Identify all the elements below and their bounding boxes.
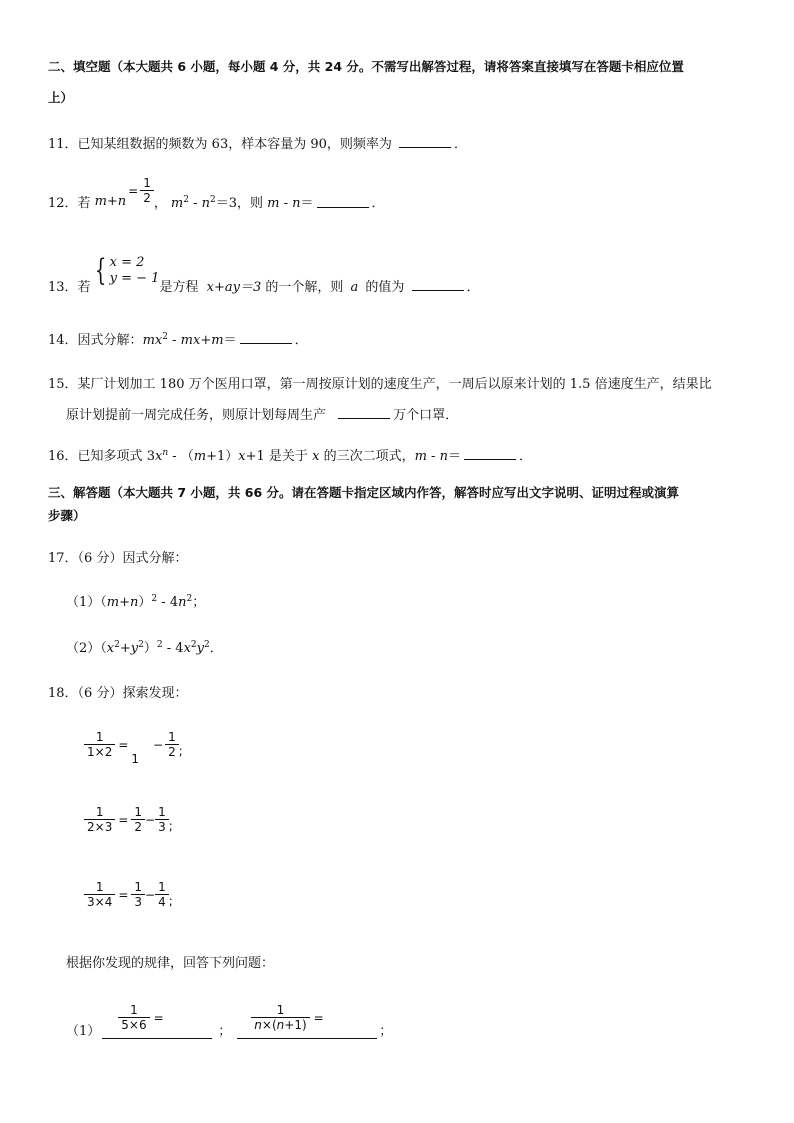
answer-blank[interactable] (317, 195, 369, 208)
punctuation: ． (518, 449, 532, 464)
question-18-part-1: （1） $\frac{1}{5\times 6}$ = ； $\frac{1}{n\times(n+1)}$ = ； (66, 998, 392, 1039)
equation: x+ay＝3 (206, 279, 262, 295)
question-12: 12． 若 m+n = $\frac{1}{2}$ ， $m^2 - n^2=3$，则 m - n＝ ． (48, 176, 385, 211)
answer-blank-1[interactable]: $\frac{1}{5\times 6}$ = (102, 998, 212, 1039)
question-17-part-2: $(2)(x^2+y^2)^2 - 4x^2y^2$． (66, 640, 223, 656)
system-equation-1: x = 2 (109, 255, 145, 270)
identity-3: $\frac{1}{3\times 4}$ = $\frac{1}{3}$ − $\frac{1}{4}$ ; (84, 880, 173, 910)
question-number: 18． (48, 686, 78, 701)
section3-heading-line2: 步骤） (48, 508, 86, 523)
section3-heading-line1: 三、解答题（本大题共 7 小题，共 66 分。请在答题卡指定区域内作答，解答时应写出文字说明、证明过程或演算 (48, 485, 680, 500)
question-text: 若 (77, 279, 91, 295)
punctuation: ， (153, 195, 167, 211)
question-16: 16．已知多项式 $3x^n - (m+1)x+1$ 是关于 x 的三次二项式，m - n＝ ． (48, 448, 532, 464)
system-equation-2: y = − 1 (109, 271, 160, 286)
question-text: 已知多项式 (77, 449, 143, 464)
part-label: （1） (66, 595, 101, 610)
question-number: 17． (48, 551, 78, 566)
part-label: （1） (66, 1024, 101, 1039)
answer-blank[interactable] (240, 331, 292, 344)
question-text: （6 分）因式分解： (77, 551, 188, 566)
question-text: 已知某组数据的频数为 63，样本容量为 90，则频率为 (77, 137, 392, 152)
answer-blank[interactable] (399, 135, 451, 148)
answer-blank-2[interactable]: $\frac{1}{n\times(n+1)}$ = (237, 998, 377, 1039)
question-number: 16． (48, 449, 78, 464)
question-11 (48, 133, 467, 152)
question-15-line1 (48, 373, 712, 392)
section2-heading-line2: 上） (48, 90, 74, 105)
question-number: 12． (48, 195, 78, 211)
question-text: 的值为 (365, 279, 405, 295)
question-13: 13． 若 { x = 2 y = − 1 是方程 x+ay＝3 的一个解，则 a 的值为 ． (48, 253, 480, 295)
section2-heading-line1: 二、填空题（本大题共 6 小题，每小题 4 分，共 24 分。不需写出解答过程，请将答案直接填写在答题卡相应位置 (48, 59, 684, 74)
question-18-prompt: 根据你发现的规律，回答下列问题： (66, 956, 275, 971)
question-18 (48, 682, 187, 701)
question-number: 13． (48, 279, 78, 295)
question-17-part-1: $(1)(m+n)^2 - 4n^2$； (66, 594, 206, 610)
question-text: 万个口罩． (393, 408, 459, 423)
identity-1: $\frac{1}{1\times 2}$ = 1 − $\frac{1}{2}$ ; (84, 730, 183, 760)
question-text: 某厂计划加工 180 万个医用口罩，第一周按原计划的速度生产，一周后以原来计划的 1.5 倍速度生产，结果比 (77, 377, 712, 392)
question-text: 原计划提前一周完成任务，则原计划每周生产 (66, 408, 327, 423)
punctuation: ． (294, 333, 308, 348)
variable: a (350, 279, 359, 295)
answer-blank[interactable] (338, 406, 390, 419)
question-17 (48, 547, 187, 566)
answer-blank[interactable] (464, 447, 516, 460)
question-text: 的三次二项式， (323, 449, 415, 464)
fraction-half: $\frac{1}{2}$ (140, 176, 154, 206)
question-number: 15． (48, 377, 78, 392)
question-14: 14．因式分解：$mx^2 - mx+m=$ ． (48, 332, 308, 348)
question-text: 的一个解，则 (265, 279, 344, 295)
question-text: 若 (77, 195, 91, 211)
identity-2: $\frac{1}{2\times 3}$ = $\frac{1}{2}$ − $\frac{1}{3}$ ; (84, 805, 173, 835)
question-text: 因式分解： (77, 333, 143, 348)
answer-blank[interactable] (412, 278, 464, 291)
question-text: 是方程 (159, 279, 199, 295)
punctuation: ． (454, 137, 468, 152)
question-number: 11． (48, 137, 78, 152)
punctuation: ． (371, 195, 385, 211)
question-number: 14． (48, 333, 78, 348)
question-text: （6 分）探索发现： (77, 686, 188, 701)
part-label: （2） (66, 641, 101, 656)
question-text: 是关于 (268, 449, 308, 464)
punctuation: ． (466, 279, 480, 295)
question-15-line2 (66, 404, 458, 423)
variable: x (312, 449, 320, 464)
